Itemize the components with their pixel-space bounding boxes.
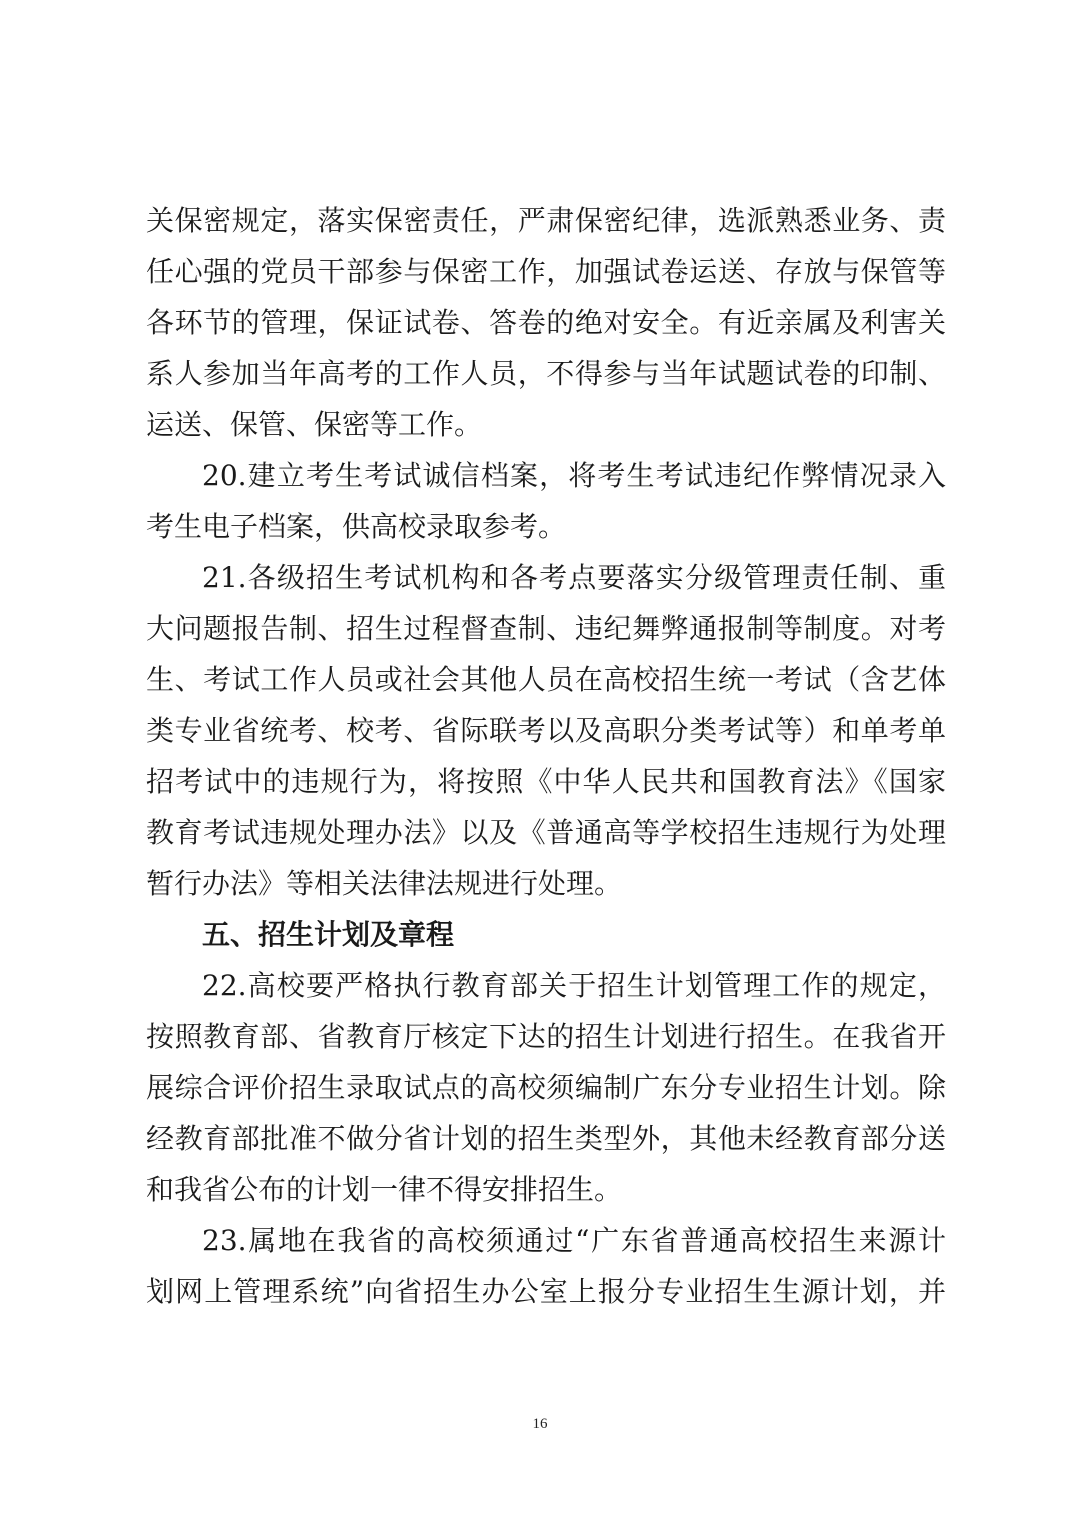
text-line: 运送、保管、保密等工作。 <box>146 408 483 441</box>
page-number: 16 <box>532 1416 548 1432</box>
text-line: 20.建立考生考试诚信档案，将考生考试违纪作弊情况录入 <box>202 459 946 492</box>
section-heading: 五、招生计划及章程 <box>202 918 455 951</box>
text-line: 教育考试违规处理办法》以及《普通高等学校招生违规行为处理 <box>146 816 946 849</box>
text-line: 系人参加当年高考的工作人员，不得参与当年试题试卷的印制、 <box>146 357 946 390</box>
text-line: 经教育部批准不做分省计划的招生类型外，其他未经教育部分送 <box>146 1122 946 1155</box>
text-line: 任心强的党员干部参与保密工作，加强试卷运送、存放与保管等 <box>146 255 946 288</box>
text-line: 22.高校要严格执行教育部关于招生计划管理工作的规定， <box>202 969 946 1002</box>
text-line: 类专业省统考、校考、省际联考以及高职分类考试等）和单考单 <box>146 714 946 747</box>
text-line: 关保密规定，落实保密责任，严肃保密纪律，选派熟悉业务、责 <box>146 204 946 237</box>
text-line: 暂行办法》等相关法律法规进行处理。 <box>146 867 623 900</box>
text-line: 考生电子档案，供高校录取参考。 <box>146 510 567 543</box>
text-line: 展综合评价招生录取试点的高校须编制广东分专业招生计划。除 <box>146 1071 946 1104</box>
body-text <box>146 195 946 1317</box>
text-line: 21.各级招生考试机构和各考点要落实分级管理责任制、重 <box>202 561 946 594</box>
text-line: 招考试中的违规行为，将按照《中华人民共和国教育法》《国家 <box>146 765 946 798</box>
text-line: 各环节的管理，保证试卷、答卷的绝对安全。有近亲属及利害关 <box>146 306 946 339</box>
text-line: 23.属地在我省的高校须通过“广东省普通高校招生来源计 <box>202 1224 946 1257</box>
text-line: 生、考试工作人员或社会其他人员在高校招生统一考试（含艺体 <box>146 663 946 696</box>
text-line: 和我省公布的计划一律不得安排招生。 <box>146 1173 623 1206</box>
text-line: 划网上管理系统”向省招生办公室上报分专业招生生源计划，并 <box>146 1275 946 1308</box>
text-line: 按照教育部、省教育厅核定下达的招生计划进行招生。在我省开 <box>146 1020 946 1053</box>
text-line: 大问题报告制、招生过程督查制、违纪舞弊通报制等制度。对考 <box>146 612 946 645</box>
